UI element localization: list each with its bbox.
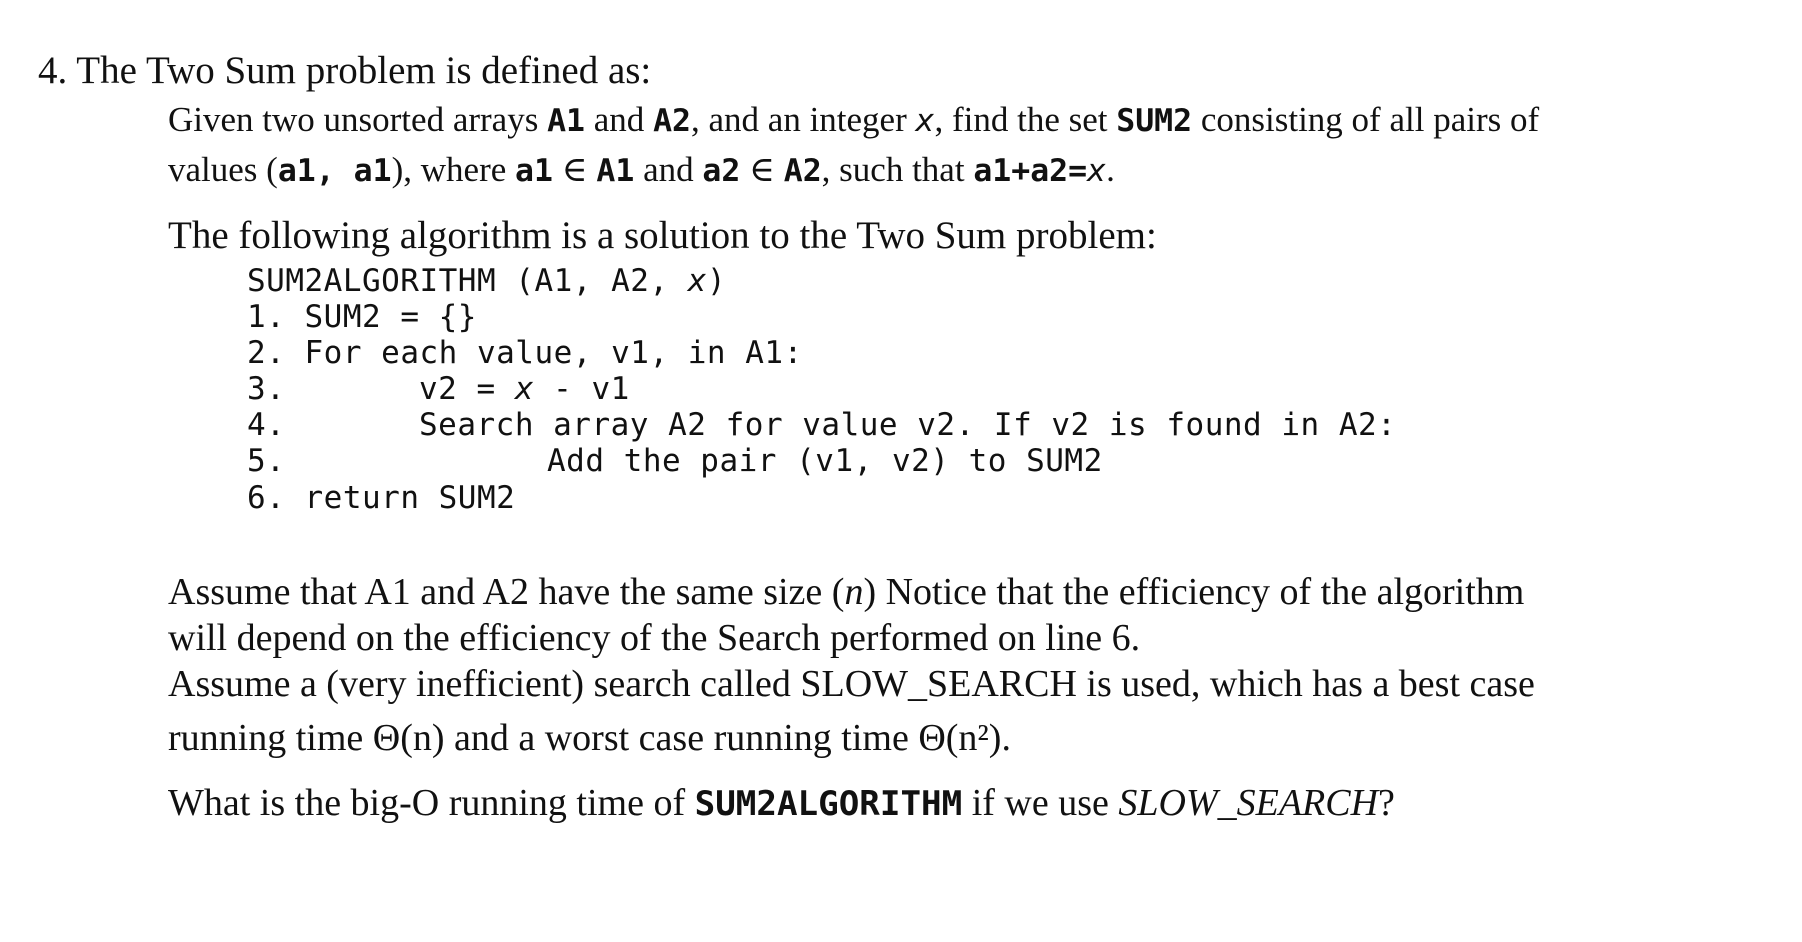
definition-text: . xyxy=(1106,150,1115,189)
line-number: 6. xyxy=(247,480,286,516)
definition-text: , and an integer xyxy=(691,100,916,139)
set-sum2-label: SUM2 xyxy=(1116,103,1193,139)
line-number: 2. xyxy=(247,335,286,371)
question-number: 4. xyxy=(38,49,68,92)
question-text: What is the big-O running time of xyxy=(168,782,695,824)
final-question xyxy=(168,781,1395,825)
code-text: Search array A2 for value v2. If v2 is found in A2: xyxy=(419,407,1397,443)
element-of-symbol: ∈ xyxy=(552,150,597,189)
question-title xyxy=(38,48,651,93)
code-line-6 xyxy=(247,480,515,516)
definition-text: consisting of all pairs of xyxy=(1192,100,1540,139)
line-number: 5. xyxy=(247,443,286,479)
assumption-text: Assume that A1 and A2 have the same size ( xyxy=(168,571,845,613)
line-number: 4. xyxy=(247,407,286,443)
definition-text: , such that xyxy=(821,150,974,189)
code-text: SUM2 = {} xyxy=(304,299,477,335)
definition-text: and xyxy=(585,100,654,139)
assumption-line-2: will depend on the efficiency of the Search performed on line 6. xyxy=(168,617,1141,659)
sum-equation: a1+a2= xyxy=(973,153,1088,189)
element-of-symbol: ∈ xyxy=(740,150,784,189)
line-number: 3. xyxy=(247,371,286,407)
assumption-line-1 xyxy=(168,570,1524,614)
question-text: ? xyxy=(1378,782,1395,824)
integer-x-label: x xyxy=(1087,153,1107,189)
definition-text: values ( xyxy=(168,150,278,189)
algorithm-header xyxy=(247,263,726,299)
code-line-5 xyxy=(247,443,1103,479)
array-a1-label: A1 xyxy=(547,103,586,139)
assumption-text: ) Notice that the efficiency of the algorithm xyxy=(863,571,1525,613)
algorithm-signature-close: ) xyxy=(706,263,727,299)
code-line-4 xyxy=(247,407,1396,443)
code-line-2 xyxy=(247,335,803,371)
code-text: For each value, v1, in A1: xyxy=(304,335,803,371)
assumption-line-3: Assume a (very inefficient) search called SLOW_SEARCH is used, which has a best case xyxy=(168,663,1535,705)
definition-line-1 xyxy=(168,100,1539,140)
var-a1-label: a1 xyxy=(515,153,553,189)
code-line-1 xyxy=(247,299,477,335)
integer-x-label: x xyxy=(915,103,935,139)
array-a2-label: A2 xyxy=(653,103,691,139)
integer-x-label: x xyxy=(687,263,707,299)
definition-text: ), where xyxy=(391,150,516,189)
code-text: v2 = xyxy=(419,371,515,407)
algorithm-intro: The following algorithm is a solution to the Two Sum problem: xyxy=(168,214,1157,257)
algorithm-name: SUM2ALGORITHM xyxy=(694,784,963,824)
search-name: SLOW_SEARCH xyxy=(1118,782,1379,824)
code-line-3 xyxy=(247,371,630,407)
array-a2-label: A2 xyxy=(783,153,822,189)
code-text: return SUM2 xyxy=(304,480,516,516)
definition-text: , find the set xyxy=(934,100,1117,139)
definition-line-2 xyxy=(168,150,1115,190)
algorithm-signature: SUM2ALGORITHM (A1, A2, xyxy=(247,263,688,299)
size-n-label: n xyxy=(844,571,864,613)
line-number: 1. xyxy=(247,299,286,335)
question-title-text: The Two Sum problem is defined as: xyxy=(76,49,652,92)
assumption-line-4: running time Θ(n) and a worst case running time Θ(n²). xyxy=(168,717,1011,759)
question-text: if we use xyxy=(962,782,1119,824)
code-text: - v1 xyxy=(534,371,630,407)
var-a2-label: a2 xyxy=(702,153,741,189)
definition-text: and xyxy=(634,150,703,189)
array-a1-label: A1 xyxy=(596,153,635,189)
pair-label: a1, a1 xyxy=(277,153,392,189)
code-text: Add the pair (v1, v2) to SUM2 xyxy=(547,443,1103,479)
integer-x-label: x xyxy=(514,371,534,407)
definition-text: Given two unsorted arrays xyxy=(168,100,548,139)
